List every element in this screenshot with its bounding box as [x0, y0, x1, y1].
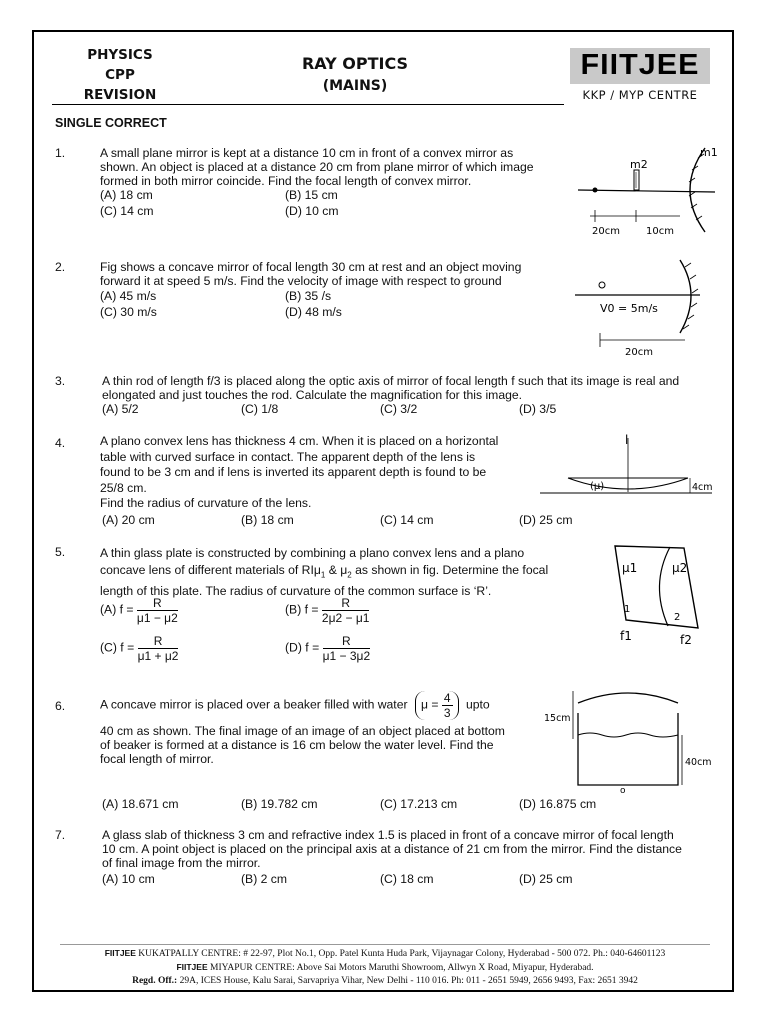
- q1-number: 1.: [55, 146, 66, 160]
- q6-mu-expression: [415, 691, 459, 720]
- q5-line: length of this plate. The radius of curvature of the common surface is ‘R’.: [100, 584, 492, 599]
- q5-sub1: 1: [320, 569, 326, 579]
- q5-line: [100, 562, 590, 584]
- footer-rule: [60, 944, 710, 945]
- footer-kukatpally: KUKATPALLY CENTRE: # 22-97, Plot No.1, Opp. Patel Kunta Huda Park, Vijaynagar Colony, Hyderabad - 500 072. Ph.: 040-64601123: [138, 949, 666, 959]
- q2-fig-distance: 20cm: [625, 347, 653, 358]
- q2-number: 2.: [55, 260, 66, 274]
- q5-option-d[interactable]: [285, 634, 370, 663]
- header-cpp: CPP: [105, 67, 135, 83]
- q2-line: Fig shows a concave mirror of focal length 30 cm at rest and an object moving: [100, 260, 522, 274]
- q3-option-a[interactable]: (A) 5/2: [102, 402, 139, 416]
- q2-option-b[interactable]: (B) 35 /s: [285, 289, 332, 303]
- q6-line1: [100, 691, 540, 720]
- footer-brand: FIITJEE: [104, 948, 136, 958]
- footer-miyapur: MIYAPUR CENTRE: Above Sai Motors Maruthi Showroom, Allwyn X Road, Miyapur, Hyderabad.: [210, 963, 594, 973]
- denominator: 2μ2 − μ1: [321, 611, 370, 625]
- q5-number: 5.: [55, 545, 66, 559]
- q5-opt-c-fraction: [138, 634, 179, 663]
- q1-option-b[interactable]: (B) 15 cm: [285, 188, 338, 202]
- q7-text: [102, 828, 722, 870]
- q5-text: [100, 545, 590, 600]
- denominator: μ1 − 3μ2: [322, 649, 371, 663]
- q4-fig-l: l: [625, 433, 629, 447]
- q4-option-b[interactable]: (B) 18 cm: [241, 513, 294, 527]
- q1-fig-d1: 20cm: [592, 226, 620, 237]
- denominator: μ1 − μ2: [136, 611, 178, 625]
- q5-option-a[interactable]: [100, 596, 178, 625]
- q5-sub2: 2: [347, 569, 352, 579]
- q3-line: elongated and just touches the rod. Calculate the magnification for this image.: [102, 388, 523, 402]
- q3-option-b[interactable]: (C) 1/8: [241, 402, 279, 416]
- header-revision: REVISION: [83, 87, 157, 103]
- fiitjee-logo: FIITJEE: [580, 49, 700, 81]
- q1-option-d[interactable]: (D) 10 cm: [285, 204, 339, 218]
- header-title-block: [270, 53, 440, 97]
- q7-number: 7.: [55, 828, 66, 842]
- footer-line-3: [55, 976, 715, 986]
- q7-line: of final image from the mirror.: [102, 856, 261, 870]
- q5-option-b[interactable]: [285, 596, 369, 625]
- q7-option-b[interactable]: (B) 2 cm: [241, 872, 288, 886]
- q7-line: A glass slab of thickness 3 cm and refractive index 1.5 is placed in front of a concave mirror of focal length: [102, 828, 674, 842]
- q1-line: shown. An object is placed at a distance 20 cm from plane mirror of which image: [100, 160, 534, 174]
- q6-fig-height1: 15cm: [544, 713, 571, 724]
- footer-line-1: [55, 948, 715, 959]
- q1-fig-m2: m2: [630, 158, 648, 171]
- q6-fig-height2: 40cm: [685, 757, 712, 768]
- q6-option-b[interactable]: (B) 19.782 cm: [241, 797, 318, 811]
- q5-fig-f1: f1: [620, 629, 632, 643]
- q2-option-c[interactable]: (C) 30 m/s: [100, 305, 157, 319]
- q4-fig-thickness: 4cm: [692, 482, 713, 493]
- q1-figure: [570, 140, 720, 240]
- footer-line-2: [55, 962, 715, 973]
- q6-mu-label: μ =: [420, 697, 439, 712]
- q6-fig-object: o: [620, 786, 626, 795]
- q6-line1-b: upto: [465, 697, 490, 712]
- q6-mu-fraction: [442, 691, 453, 720]
- q6-line: of beaker is formed at a distance is 16 cm below the water level. Find the: [100, 738, 494, 752]
- q4-number: 4.: [55, 436, 66, 450]
- q6-line1-a: A concave mirror is placed over a beaker filled with water: [100, 697, 408, 712]
- q4-fig-mu: (μ): [590, 481, 605, 492]
- q1-option-a[interactable]: (A) 18 cm: [100, 188, 153, 202]
- q6-option-a[interactable]: (A) 18.671 cm: [102, 797, 179, 811]
- page-subtitle: (MAINS): [322, 78, 388, 94]
- q2-fig-velocity: V0 = 5m/s: [600, 302, 658, 315]
- q3-text: [102, 374, 722, 402]
- q5-figure: [600, 540, 705, 650]
- q1-line: formed in both mirror coincide. Find the focal length of convex mirror.: [100, 174, 472, 188]
- q1-fig-m1: m1: [700, 146, 718, 159]
- q5-opt-b-label: (B) f =: [285, 602, 319, 617]
- q4-line: found to be 3 cm and if lens is inverted its apparent depth is found to be: [100, 465, 487, 479]
- q4-text: [100, 434, 530, 512]
- q6-figure: [540, 685, 715, 795]
- numerator: R: [323, 634, 371, 649]
- q5-opt-a-fraction: [137, 596, 178, 625]
- q6-option-c[interactable]: (C) 17.213 cm: [380, 797, 458, 811]
- q5-opt-b-fraction: [322, 596, 370, 625]
- q5-line: A thin glass plate is constructed by combining a plano convex lens and a plano: [100, 546, 525, 560]
- centre-label: KKP / MYP CENTRE: [582, 88, 698, 102]
- q5-fig-mu1: μ1: [622, 561, 638, 575]
- numerator: R: [138, 634, 179, 649]
- q4-line: table with curved surface in contact. The apparent depth of the lens is: [100, 449, 476, 464]
- q7-option-a[interactable]: (A) 10 cm: [102, 872, 155, 886]
- q1-fig-d2: 10cm: [646, 226, 674, 237]
- q2-option-d[interactable]: (D) 48 m/s: [285, 305, 342, 319]
- q6-number: 6.: [55, 699, 66, 713]
- q2-option-a[interactable]: (A) 45 m/s: [100, 289, 157, 303]
- footer-regd-office: 29A, ICES House, Kalu Sarai, Sarvapriya Vihar, New Delhi - 110 016. Ph: 011 - 2651 5949, 2656 9493, Fax: 2651 3942: [177, 976, 638, 986]
- q5-opt-c-label: (C) f =: [100, 640, 135, 655]
- q2-line: forward it at speed 5 m/s. Find the velocity of image with respect to ground: [100, 274, 502, 288]
- denominator: μ1 + μ2: [137, 649, 179, 663]
- q4-option-c[interactable]: (C) 14 cm: [380, 513, 434, 527]
- q7-option-c[interactable]: (C) 18 cm: [380, 872, 434, 886]
- section-title: SINGLE CORRECT: [55, 116, 167, 130]
- q4-line: A plano convex lens has thickness 4 cm. When it is placed on a horizontal: [100, 434, 499, 448]
- q6-line: focal length of mirror.: [100, 752, 214, 766]
- q5-fig-mu2: μ2: [672, 561, 688, 575]
- q5-opt-d-label: (D) f =: [285, 640, 320, 655]
- q5-line2-c: as shown in fig. Determine the focal: [351, 562, 549, 577]
- numerator: R: [322, 596, 370, 611]
- q7-option-d[interactable]: (D) 25 cm: [519, 872, 573, 886]
- q5-line2-b: & μ: [325, 562, 348, 577]
- q4-line: Find the radius of curvature of the lens.: [100, 496, 312, 510]
- q5-line2-a: concave lens of different materials of RIμ: [100, 562, 321, 577]
- q5-fig-surface2: 2: [674, 612, 681, 623]
- q5-opt-d-fraction: [323, 634, 371, 663]
- denominator: 3: [443, 706, 451, 720]
- q3-number: 3.: [55, 374, 66, 388]
- q1-line: A small plane mirror is kept at a distance 10 cm in front of a convex mirror as: [100, 146, 514, 160]
- q1-text: [100, 146, 570, 188]
- q3-line: A thin rod of length f/3 is placed along the optic axis of mirror of focal length f such that its image is real and: [102, 374, 680, 388]
- q6-line: 40 cm as shown. The final image of an image of an object placed at bottom: [100, 724, 505, 738]
- numerator: R: [137, 596, 178, 611]
- q4-option-a[interactable]: (A) 20 cm: [102, 513, 155, 527]
- q3-option-c[interactable]: (C) 3/2: [380, 402, 418, 416]
- header-left: [60, 45, 180, 105]
- q4-figure: [540, 430, 715, 500]
- page-title: RAY OPTICS: [301, 54, 409, 73]
- header-rule: [52, 104, 564, 105]
- footer-regd-label: Regd. Off.:: [132, 976, 178, 986]
- q5-fig-f2: f2: [680, 633, 692, 647]
- q6-text: [100, 724, 550, 766]
- q5-opt-a-label: (A) f =: [100, 602, 134, 617]
- q3-option-d[interactable]: (D) 3/5: [519, 402, 557, 416]
- q4-line: 25/8 cm.: [100, 480, 147, 495]
- q4-option-d[interactable]: (D) 25 cm: [519, 513, 573, 527]
- numerator: 4: [443, 691, 451, 705]
- header-subject: PHYSICS: [87, 47, 153, 63]
- q5-option-c[interactable]: [100, 634, 178, 663]
- q6-option-d[interactable]: (D) 16.875 cm: [519, 797, 597, 811]
- q2-text: [100, 260, 570, 288]
- q1-option-c[interactable]: (C) 14 cm: [100, 204, 154, 218]
- footer-brand: FIITJEE: [176, 962, 208, 972]
- q5-fig-surface1: 1: [624, 604, 631, 615]
- q2-figure: [570, 255, 720, 360]
- q7-line: 10 cm. A point object is placed on the principal axis at a distance of 21 cm from the mirror. Find the distance: [102, 842, 682, 856]
